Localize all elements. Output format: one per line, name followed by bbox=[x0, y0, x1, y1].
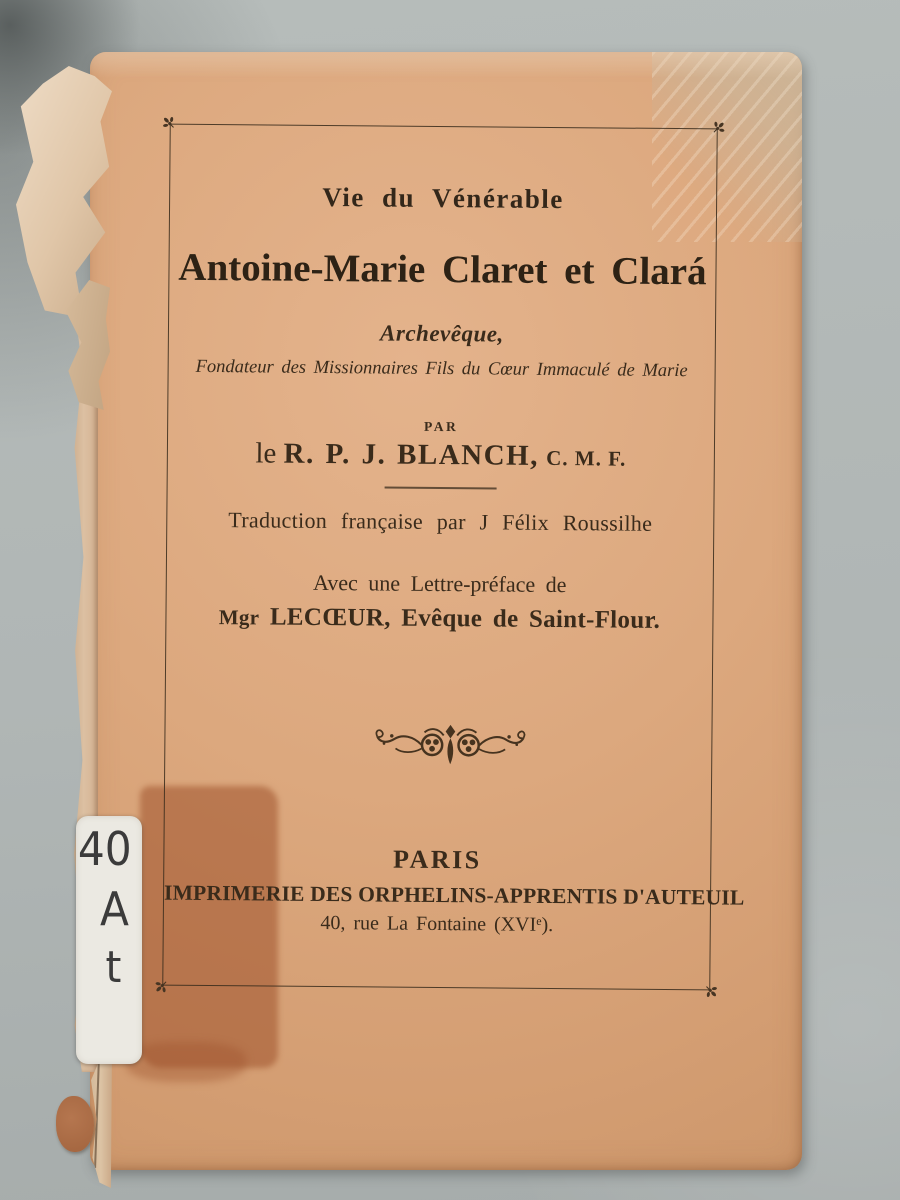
publisher-city: PARIS bbox=[392, 844, 482, 875]
subtitle-role: Archevêque, bbox=[379, 320, 504, 347]
torn-paper-bottom-knob bbox=[56, 1096, 94, 1152]
label-letter-a: A bbox=[99, 882, 129, 936]
series-title: Vie du Vénérable bbox=[322, 181, 565, 215]
publisher-name: IMPRIMERIE DES ORPHELINS-APPRENTIS D'AUTEUIL bbox=[163, 880, 745, 910]
mgr-abbrev: Mgr bbox=[218, 605, 260, 630]
label-letter-t: t bbox=[105, 942, 122, 993]
preface-name-line bbox=[166, 603, 712, 636]
title-page-frame bbox=[162, 124, 745, 991]
par-label: PAR bbox=[423, 418, 459, 435]
book-cover bbox=[90, 52, 802, 1170]
author-postnominal: C. M. F. bbox=[546, 445, 627, 471]
corner-sprig-icon bbox=[154, 108, 185, 139]
publisher-address bbox=[164, 911, 710, 939]
author-line bbox=[168, 437, 714, 475]
subtitle-founder: Fondateur des Missionnaires Fils du Cœur Immaculé de Marie bbox=[195, 356, 688, 382]
book-title: Antoine-Marie Claret et Clará bbox=[178, 245, 707, 294]
library-label bbox=[76, 816, 142, 1064]
label-number: 40 bbox=[78, 822, 133, 876]
preface-intro: Avec une Lettre-préface de bbox=[312, 569, 567, 598]
address-text: 40, rue La Fontaine (XVI bbox=[320, 911, 537, 936]
author-article: le bbox=[255, 437, 277, 470]
printers-flourish-icon bbox=[165, 717, 711, 777]
translation-line: Traduction française par J Félix Roussilhe bbox=[228, 507, 653, 536]
stain-mark-lower bbox=[126, 1042, 246, 1082]
divider-rule bbox=[385, 487, 497, 490]
address-superscript: e bbox=[536, 913, 542, 928]
corner-sprig-icon bbox=[695, 975, 726, 1006]
author-name: R. P. J. BLANCH, bbox=[283, 437, 540, 472]
address-end: ). bbox=[541, 913, 554, 937]
preface-bishop-name: LECŒUR, Evêque de Saint-Flour. bbox=[269, 603, 661, 634]
worn-top-edge bbox=[90, 52, 802, 78]
